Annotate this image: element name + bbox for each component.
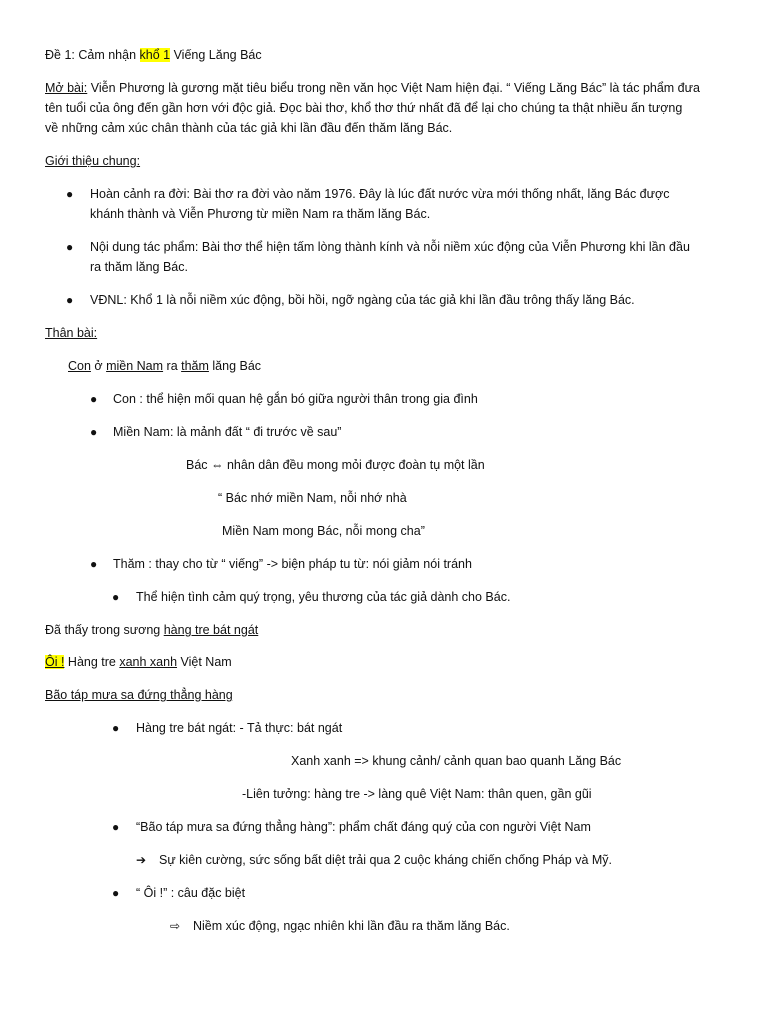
bac-line: Bác ⇔ nhân dân đều mong mỏi được đoàn tụ một lần — [186, 458, 485, 472]
bullet-icon: ● — [66, 240, 74, 254]
xanh-xanh-line: Xanh xanh => khung cảnh/ cảnh quan bao quanh Lăng Bác — [291, 754, 622, 768]
bullet-icon: ● — [112, 721, 120, 735]
list-item: Con : thể hiện mối quan hệ gắn bó giữa người thân trong gia đình — [113, 392, 478, 406]
list-item: Nội dung tác phẩm: Bài thơ thể hiện tấm lòng thành kính và nỗi niềm xúc động của Viễn Phương khi lần đầu — [90, 240, 690, 254]
mo-bai-line-1: Mở bài: Viễn Phương là gương mặt tiêu biểu trong nền văn học Việt Nam hiện đại. “ Viếng Lăng Bác” là tác phẩm đưa — [45, 81, 700, 95]
list-item-cont: khánh thành và Viễn Phương từ miền Nam ra thăm lăng Bác. — [90, 207, 431, 221]
list-item: Thể hiện tình cảm quý trọng, yêu thương của tác giả dành cho Bác. — [136, 590, 511, 604]
list-item: Miền Nam: là mảnh đất “ đi trước về sau” — [113, 425, 342, 439]
verse-line-2b: Ôi ! Hàng tre xanh xanh Việt Nam — [45, 655, 232, 669]
list-item: VĐNL: Khổ 1 là nỗi niềm xúc động, bồi hồi, ngỡ ngàng của tác giả khi lần đầu trông thấy lăng Bác. — [90, 293, 635, 307]
quote-line-1: “ Bác nhớ miền Nam, nỗi nhớ nhà — [218, 491, 407, 505]
bullet-icon: ● — [66, 187, 74, 201]
arrow-item: Niềm xúc động, ngạc nhiên khi lần đầu ra thăm lăng Bác. — [193, 919, 510, 933]
bullet-icon: ● — [90, 392, 98, 406]
list-item: Hoàn cảnh ra đời: Bài thơ ra đời vào năm 1976. Đây là lúc đất nước vừa mới thống nhất, lăng Bác được — [90, 187, 670, 201]
bullet-icon: ● — [112, 820, 120, 834]
verse-line-1: Con ở miền Nam ra thăm lăng Bác — [68, 359, 262, 373]
list-item: “ Ôi !” : câu đặc biệt — [136, 886, 246, 900]
list-item: Thăm : thay cho từ “ viếng” -> biện pháp tu từ: nói giảm nói tránh — [113, 557, 472, 571]
list-item: “Bão táp mưa sa đứng thẳng hàng”: phẩm chất đáng quý của con người Việt Nam — [136, 820, 591, 834]
highlight-oi: Ôi ! — [45, 655, 65, 669]
quote-line-2: Miền Nam mong Bác, nỗi mong cha” — [222, 524, 425, 538]
hollow-arrow-icon: ⇨ — [170, 919, 181, 933]
list-item: Hàng tre bát ngát: - Tả thực: bát ngát — [136, 721, 343, 735]
highlight-kho1: khổ 1 — [139, 48, 171, 62]
mo-bai-label: Mở bài: — [45, 81, 88, 95]
arrow-item: Sự kiên cường, sức sống bất diệt trải qua 2 cuộc kháng chiến chống Pháp và Mỹ. — [159, 853, 613, 867]
verse-line-2a: Đã thấy trong sương hàng tre bát ngát — [45, 623, 259, 637]
than-bai-heading: Thân bài: — [45, 326, 98, 340]
bullet-icon: ● — [66, 293, 74, 307]
mo-bai-line-2: tên tuổi của ông đến gần hơn với độc giả. Đọc bài thơ, khổ thơ thứ nhất đã để lại cho chúng ta thật nhiều ấn tượng — [45, 101, 683, 115]
arrow-right-icon: ➔ — [136, 853, 147, 867]
bullet-icon: ● — [90, 425, 98, 439]
bullet-icon: ● — [90, 557, 98, 571]
document-title: Đề 1: Cảm nhận khổ 1 Viếng Lăng Bác — [45, 48, 262, 62]
verse-line-2c: Bão táp mưa sa đứng thẳng hàng — [45, 688, 233, 702]
list-item-cont: ra thăm lăng Bác. — [90, 260, 188, 274]
bullet-icon: ● — [112, 590, 120, 604]
gioi-thieu-heading: Giới thiệu chung: — [45, 154, 141, 168]
mo-bai-line-3: về những cảm xúc chân thành của tác giả khi lần đầu đến thăm lăng Bác. — [45, 121, 453, 135]
lien-tuong-line: -Liên tưởng: hàng tre -> làng quê Việt Nam: thân quen, gần gũi — [242, 787, 592, 801]
bullet-icon: ● — [112, 886, 120, 900]
